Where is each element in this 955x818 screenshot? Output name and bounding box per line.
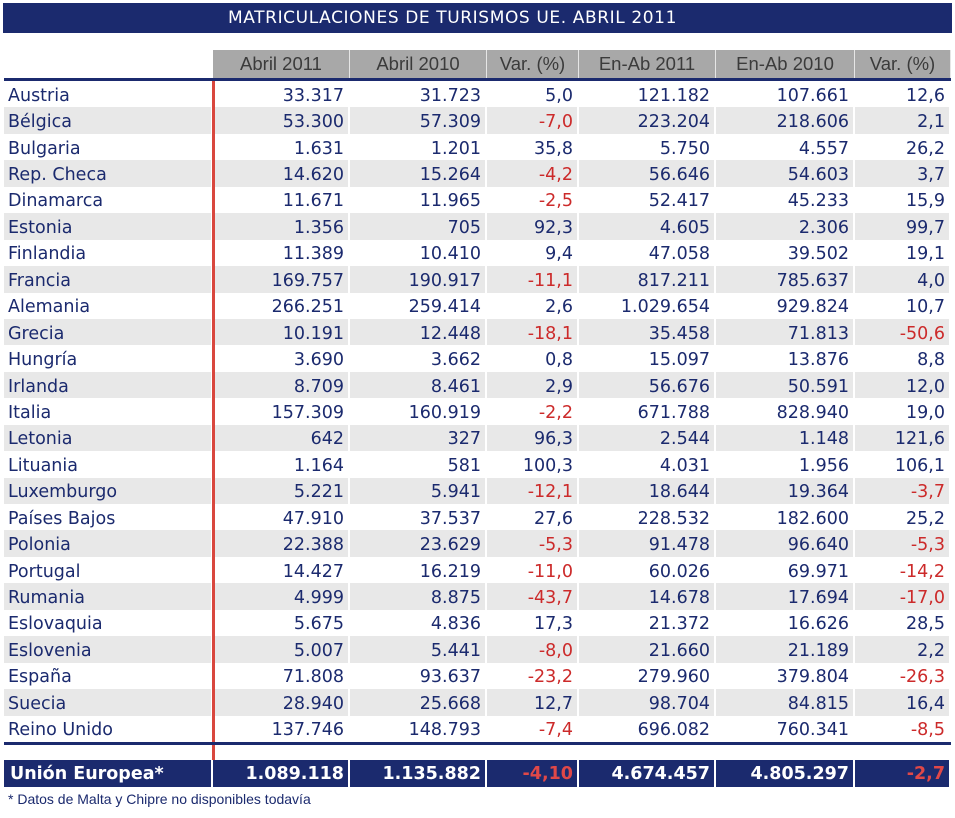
cell-abril-2010: 10.410 (350, 240, 487, 266)
cell-var-abril: 12,7 (487, 689, 579, 715)
cell-en-ab-2011: 671.788 (579, 398, 716, 424)
cell-var-abril: -12,1 (487, 478, 579, 504)
cell-en-ab-2011: 56.646 (579, 160, 716, 186)
cell-en-ab-2011: 4.031 (579, 451, 716, 477)
column-header-country (4, 50, 213, 78)
table-row (4, 583, 951, 609)
cell-en-ab-2010: 218.606 (716, 107, 855, 133)
cell-en-ab-2011: 91.478 (579, 530, 716, 556)
cell-country: Eslovenia (4, 636, 213, 662)
cell-en-ab-2010: 379.804 (716, 663, 855, 689)
cell-var-en-ab: -17,0 (855, 583, 951, 609)
cell-en-ab-2011: 817.211 (579, 266, 716, 292)
cell-en-ab-2011: 223.204 (579, 107, 716, 133)
cell-var-en-ab: 121,6 (855, 425, 951, 451)
cell-en-ab-2010: 45.233 (716, 187, 855, 213)
cell-country: Países Bajos (4, 504, 213, 530)
cell-country: Portugal (4, 557, 213, 583)
cell-abril-2010: 8.461 (350, 372, 487, 398)
cell-var-abril: -23,2 (487, 663, 579, 689)
cell-var-abril: 96,3 (487, 425, 579, 451)
total-en-ab-2011: 4.674.457 (579, 760, 716, 787)
cell-abril-2011: 47.910 (213, 504, 350, 530)
cell-var-abril: 92,3 (487, 213, 579, 239)
cell-abril-2010: 148.793 (350, 716, 487, 742)
cell-en-ab-2011: 35.458 (579, 319, 716, 345)
cell-var-abril: 2,9 (487, 372, 579, 398)
cell-var-abril: 17,3 (487, 610, 579, 636)
table-row (4, 107, 951, 133)
cell-var-en-ab: 99,7 (855, 213, 951, 239)
cell-abril-2010: 15.264 (350, 160, 487, 186)
cell-country: Dinamarca (4, 187, 213, 213)
cell-var-en-ab: 2,1 (855, 107, 951, 133)
table-row (4, 134, 951, 160)
column-header-en-ab-2011: En-Ab 2011 (579, 50, 716, 78)
total-abril-2011: 1.089.118 (213, 760, 350, 787)
cell-country: Austria (4, 81, 213, 107)
cell-abril-2011: 8.709 (213, 372, 350, 398)
total-label: Unión Europea* (4, 760, 213, 787)
cell-en-ab-2010: 69.971 (716, 557, 855, 583)
column-header-abril-2011: Abril 2011 (213, 50, 350, 78)
cell-abril-2011: 5.221 (213, 478, 350, 504)
cell-var-en-ab: 12,6 (855, 81, 951, 107)
cell-en-ab-2010: 71.813 (716, 319, 855, 345)
cell-en-ab-2011: 52.417 (579, 187, 716, 213)
cell-country: Alemania (4, 293, 213, 319)
table-row (4, 478, 951, 504)
cell-var-en-ab: 16,4 (855, 689, 951, 715)
cell-en-ab-2010: 96.640 (716, 530, 855, 556)
table-body (4, 81, 951, 742)
cell-var-en-ab: -5,3 (855, 530, 951, 556)
table-row (4, 557, 951, 583)
column-header-en-ab-2010: En-Ab 2010 (716, 50, 855, 78)
total-abril-2010: 1.135.882 (350, 760, 487, 787)
cell-en-ab-2011: 15.097 (579, 345, 716, 371)
cell-en-ab-2011: 279.960 (579, 663, 716, 689)
cell-var-en-ab: 2,2 (855, 636, 951, 662)
cell-en-ab-2010: 17.694 (716, 583, 855, 609)
cell-abril-2010: 327 (350, 425, 487, 451)
column-header-var-en-ab: Var. (%) (855, 50, 951, 78)
cell-var-abril: -7,4 (487, 716, 579, 742)
cell-abril-2010: 25.668 (350, 689, 487, 715)
cell-var-en-ab: 12,0 (855, 372, 951, 398)
cell-abril-2010: 4.836 (350, 610, 487, 636)
cell-en-ab-2010: 50.591 (716, 372, 855, 398)
table-row (4, 81, 951, 107)
cell-en-ab-2010: 54.603 (716, 160, 855, 186)
cell-en-ab-2011: 4.605 (579, 213, 716, 239)
cell-abril-2011: 71.808 (213, 663, 350, 689)
cell-abril-2011: 266.251 (213, 293, 350, 319)
cell-abril-2011: 53.300 (213, 107, 350, 133)
cell-var-en-ab: 8,8 (855, 345, 951, 371)
cell-en-ab-2011: 47.058 (579, 240, 716, 266)
cell-var-en-ab: 28,5 (855, 610, 951, 636)
cell-abril-2011: 28.940 (213, 689, 350, 715)
footnote: * Datos de Malta y Chipre no disponibles todavía (8, 791, 311, 807)
cell-var-abril: 9,4 (487, 240, 579, 266)
table-row (4, 504, 951, 530)
column-header-abril-2010: Abril 2010 (350, 50, 487, 78)
cell-en-ab-2010: 39.502 (716, 240, 855, 266)
cell-abril-2010: 3.662 (350, 345, 487, 371)
cell-country: Hungría (4, 345, 213, 371)
cell-abril-2010: 1.201 (350, 134, 487, 160)
cell-var-abril: -18,1 (487, 319, 579, 345)
cell-abril-2011: 157.309 (213, 398, 350, 424)
cell-en-ab-2011: 21.372 (579, 610, 716, 636)
table-row (4, 398, 951, 424)
cell-abril-2011: 5.007 (213, 636, 350, 662)
table-row (4, 187, 951, 213)
cell-var-abril: 5,0 (487, 81, 579, 107)
cell-en-ab-2010: 1.956 (716, 451, 855, 477)
cell-en-ab-2011: 56.676 (579, 372, 716, 398)
cell-country: Rep. Checa (4, 160, 213, 186)
cell-en-ab-2011: 1.029.654 (579, 293, 716, 319)
cell-abril-2010: 581 (350, 451, 487, 477)
cell-abril-2010: 259.414 (350, 293, 487, 319)
cell-abril-2011: 169.757 (213, 266, 350, 292)
cell-var-en-ab: 10,7 (855, 293, 951, 319)
table-bottom-divider (4, 742, 951, 745)
cell-abril-2011: 1.631 (213, 134, 350, 160)
table-row (4, 240, 951, 266)
cell-abril-2010: 12.448 (350, 319, 487, 345)
table-title-text: MATRICULACIONES DE TURISMOS UE. ABRIL 2011 (228, 8, 677, 28)
cell-en-ab-2011: 14.678 (579, 583, 716, 609)
cell-en-ab-2011: 228.532 (579, 504, 716, 530)
total-en-ab-2010: 4.805.297 (716, 760, 855, 787)
cell-en-ab-2010: 929.824 (716, 293, 855, 319)
cell-country: España (4, 663, 213, 689)
column-header-row (4, 50, 951, 78)
cell-abril-2011: 1.356 (213, 213, 350, 239)
cell-var-en-ab: 3,7 (855, 160, 951, 186)
cell-abril-2011: 642 (213, 425, 350, 451)
cell-var-en-ab: 15,9 (855, 187, 951, 213)
cell-abril-2010: 16.219 (350, 557, 487, 583)
cell-abril-2010: 31.723 (350, 81, 487, 107)
cell-country: Italia (4, 398, 213, 424)
cell-var-abril: -5,3 (487, 530, 579, 556)
table-row (4, 689, 951, 715)
cell-en-ab-2010: 828.940 (716, 398, 855, 424)
cell-abril-2010: 23.629 (350, 530, 487, 556)
cell-country: Suecia (4, 689, 213, 715)
cell-abril-2010: 57.309 (350, 107, 487, 133)
table-row (4, 372, 951, 398)
cell-en-ab-2010: 1.148 (716, 425, 855, 451)
cell-abril-2011: 11.671 (213, 187, 350, 213)
cell-abril-2010: 93.637 (350, 663, 487, 689)
cell-en-ab-2010: 2.306 (716, 213, 855, 239)
cell-var-abril: 27,6 (487, 504, 579, 530)
cell-abril-2011: 5.675 (213, 610, 350, 636)
cell-abril-2010: 37.537 (350, 504, 487, 530)
cell-var-abril: -2,2 (487, 398, 579, 424)
cell-var-en-ab: -8,5 (855, 716, 951, 742)
cell-abril-2011: 137.746 (213, 716, 350, 742)
total-var-abril: -4,10 (487, 760, 579, 787)
cell-var-abril: -8,0 (487, 636, 579, 662)
cell-country: Finlandia (4, 240, 213, 266)
cell-en-ab-2011: 2.544 (579, 425, 716, 451)
cell-country: Rumania (4, 583, 213, 609)
table-row (4, 213, 951, 239)
cell-country: Grecia (4, 319, 213, 345)
cell-var-abril: -11,0 (487, 557, 579, 583)
cell-abril-2010: 160.919 (350, 398, 487, 424)
cell-var-abril: -7,0 (487, 107, 579, 133)
cell-abril-2010: 11.965 (350, 187, 487, 213)
cell-abril-2011: 33.317 (213, 81, 350, 107)
table-row (4, 160, 951, 186)
cell-var-abril: 2,6 (487, 293, 579, 319)
cell-country: Estonia (4, 213, 213, 239)
cell-en-ab-2010: 19.364 (716, 478, 855, 504)
cell-var-en-ab: 4,0 (855, 266, 951, 292)
cell-abril-2011: 14.620 (213, 160, 350, 186)
cell-abril-2010: 190.917 (350, 266, 487, 292)
table-row (4, 716, 951, 742)
cell-en-ab-2011: 696.082 (579, 716, 716, 742)
cell-var-abril: 100,3 (487, 451, 579, 477)
cell-en-ab-2011: 60.026 (579, 557, 716, 583)
cell-en-ab-2010: 4.557 (716, 134, 855, 160)
cell-country: Bélgica (4, 107, 213, 133)
cell-country: Polonia (4, 530, 213, 556)
cell-country: Bulgaria (4, 134, 213, 160)
label-column-divider (212, 81, 215, 761)
cell-var-en-ab: -14,2 (855, 557, 951, 583)
cell-country: Letonia (4, 425, 213, 451)
cell-en-ab-2010: 84.815 (716, 689, 855, 715)
cell-en-ab-2010: 16.626 (716, 610, 855, 636)
cell-en-ab-2010: 182.600 (716, 504, 855, 530)
cell-abril-2010: 5.941 (350, 478, 487, 504)
cell-var-abril: -2,5 (487, 187, 579, 213)
cell-country: Lituania (4, 451, 213, 477)
table-row (4, 610, 951, 636)
cell-var-en-ab: 106,1 (855, 451, 951, 477)
cell-var-en-ab: -3,7 (855, 478, 951, 504)
cell-var-en-ab: -50,6 (855, 319, 951, 345)
cell-country: Eslovaquia (4, 610, 213, 636)
cell-country: Luxemburgo (4, 478, 213, 504)
cell-var-abril: -4,2 (487, 160, 579, 186)
cell-var-en-ab: -26,3 (855, 663, 951, 689)
cell-en-ab-2010: 760.341 (716, 716, 855, 742)
total-row (4, 760, 951, 787)
table-row (4, 636, 951, 662)
cell-en-ab-2011: 18.644 (579, 478, 716, 504)
cell-country: Francia (4, 266, 213, 292)
cell-abril-2011: 11.389 (213, 240, 350, 266)
cell-en-ab-2010: 785.637 (716, 266, 855, 292)
cell-var-en-ab: 26,2 (855, 134, 951, 160)
cell-country: Reino Unido (4, 716, 213, 742)
cell-var-abril: 0,8 (487, 345, 579, 371)
cell-var-abril: 35,8 (487, 134, 579, 160)
cell-abril-2011: 3.690 (213, 345, 350, 371)
cell-abril-2010: 705 (350, 213, 487, 239)
cell-en-ab-2011: 5.750 (579, 134, 716, 160)
table-row (4, 451, 951, 477)
cell-abril-2011: 4.999 (213, 583, 350, 609)
table-row (4, 293, 951, 319)
table-title (3, 3, 952, 33)
table-row (4, 345, 951, 371)
total-var-en-ab: -2,7 (855, 760, 951, 787)
cell-abril-2011: 22.388 (213, 530, 350, 556)
cell-abril-2010: 5.441 (350, 636, 487, 662)
cell-en-ab-2010: 13.876 (716, 345, 855, 371)
table-row (4, 530, 951, 556)
cell-abril-2010: 8.875 (350, 583, 487, 609)
table-row (4, 319, 951, 345)
cell-var-abril: -43,7 (487, 583, 579, 609)
cell-abril-2011: 10.191 (213, 319, 350, 345)
column-header-var-abril: Var. (%) (487, 50, 579, 78)
cell-var-en-ab: 19,0 (855, 398, 951, 424)
cell-var-en-ab: 19,1 (855, 240, 951, 266)
table-row (4, 425, 951, 451)
table-row (4, 266, 951, 292)
cell-en-ab-2011: 98.704 (579, 689, 716, 715)
cell-var-abril: -11,1 (487, 266, 579, 292)
cell-en-ab-2010: 107.661 (716, 81, 855, 107)
cell-en-ab-2011: 21.660 (579, 636, 716, 662)
cell-country: Irlanda (4, 372, 213, 398)
table-row (4, 663, 951, 689)
cell-var-en-ab: 25,2 (855, 504, 951, 530)
cell-abril-2011: 1.164 (213, 451, 350, 477)
cell-en-ab-2011: 121.182 (579, 81, 716, 107)
cell-abril-2011: 14.427 (213, 557, 350, 583)
cell-en-ab-2010: 21.189 (716, 636, 855, 662)
